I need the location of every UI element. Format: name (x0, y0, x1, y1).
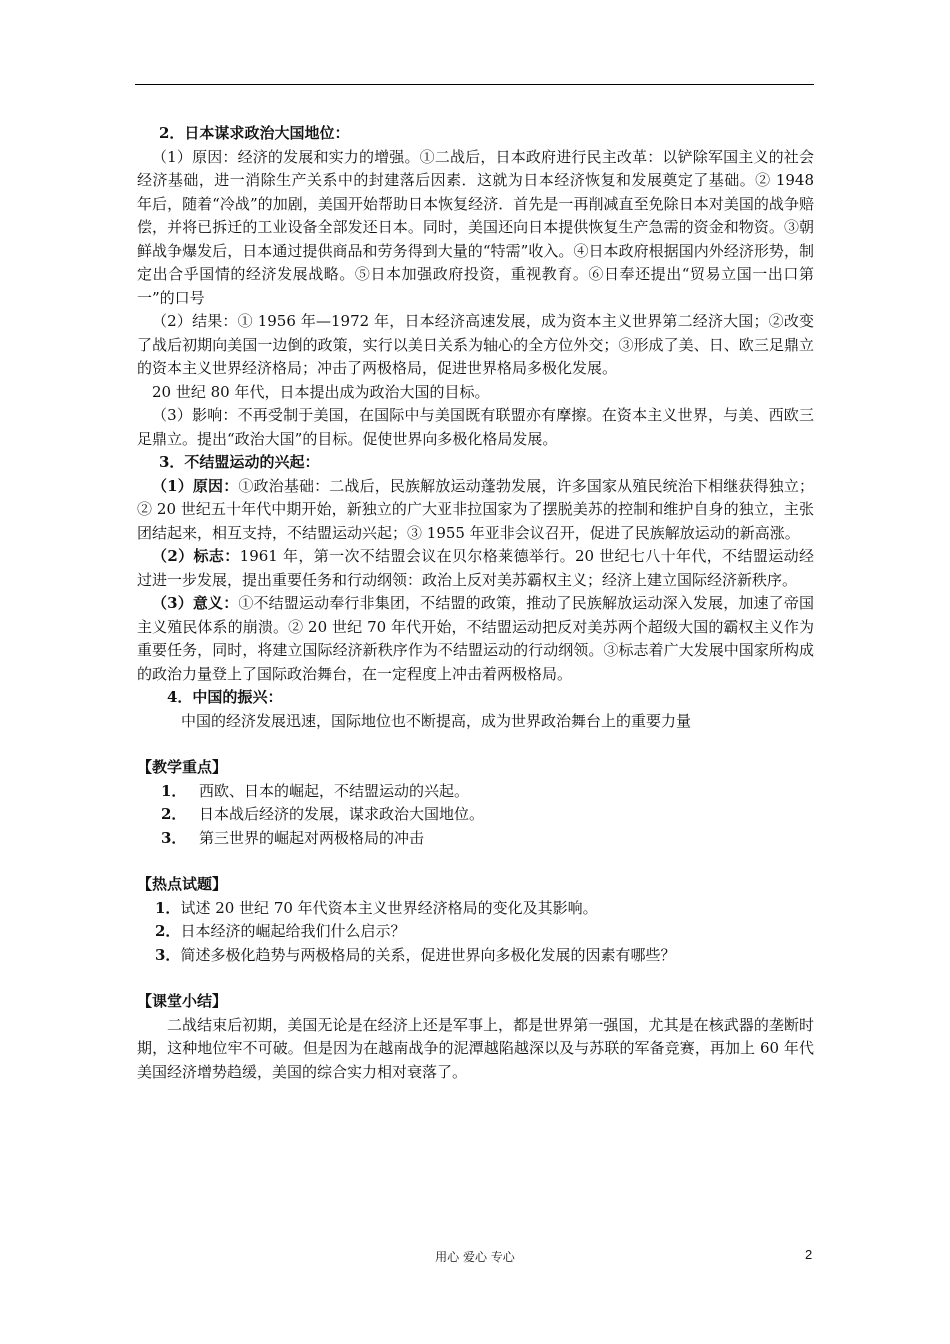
hot-questions-title: 【热点试题】 (137, 875, 228, 893)
list-item: 3． 第三世界的崛起对两极格局的冲击 (161, 828, 425, 847)
list-item: 1． 西欧、日本的崛起，不结盟运动的兴起。 (161, 781, 470, 800)
section-3-significance-text: ①不结盟运动奉行非集团，不结盟的政策，推动了民族解放运动深入发展，加速了帝国主义殖民体系的崩溃。② 20 世纪 70 年代开始，不结盟运动把反对美苏两个超级大国的霸权主义作为重要任务，同时，将建立国际经济新秩序作为不结盟运动的行动纲领。③标志着广大发展中国家所构成的政治力量登上了国际政治舞台，在一定程度上冲击着两极格局。 (137, 594, 814, 683)
list-item: 2． 日本战后经济的发展，谋求政治大国地位。 (161, 805, 485, 823)
list-item: 3．简述多极化趋势与两极格局的关系，促进世界向多极化发展的因素有哪些？ (155, 945, 676, 964)
summary-title: 【课堂小结】 (137, 992, 228, 1010)
section-2-impact: （3）影响：不再受制于美国，在国际中与美国既有联盟亦有摩擦。在资本主义世界，与美、西欧三足鼎立。提出“政治大国”的目标。促使世界向多极化格局发展。 (137, 406, 814, 448)
page-number: 2 (805, 1247, 813, 1262)
section-3-significance (137, 592, 814, 686)
section-3-heading: 3．不结盟运动的兴起： (159, 453, 320, 471)
section-2-causes: （1）原因：经济的发展和实力的增强。①二战后，日本政府进行民主改革：以铲除军国主义的社会经济基础，进一消除生产关系中的封建落后因素．这就为日本经济恢复和发展奠定了基础。② 1948 年后，随着“冷战”的加剧，美国开始帮助日本恢复经济．首先是一再削减直至免除日本对美国的战争赔偿，并将已拆迁的工业设备全部发还日本。同时，美国还向日本提供恢复生产急需的资金和物资。③朝鲜战争爆发后，日本通过提供商品和劳务得到大量的“特需”收入。④日本政府根据国内外经济形势，制定出合乎国情的经济发展战略。⑤日本加强政府投资，重视教育。⑥日奉还提出“贸易立国一出口第一”的口号 (137, 147, 814, 307)
section-4-text: 中国的经济发展迅速，国际地位也不断提高，成为世界政治舞台上的重要力量 (181, 711, 692, 730)
header-rule (135, 84, 814, 85)
section-3-marker (137, 545, 814, 592)
section-3-causes-label: （1）原因： (152, 476, 239, 495)
section-4-heading: 4．中国的振兴： (167, 688, 283, 706)
section-3-significance-label: （3）意义： (152, 594, 239, 612)
list-item: 1．试述 20 世纪 70 年代资本主义世界经济格局的变化及其影响。 (155, 898, 598, 917)
section-2-heading: 2．日本谋求政治大国地位： (159, 124, 350, 142)
section-3-marker-text: 1961 年，第一次不结盟会议在贝尔格莱德举行。20 世纪七八十年代，不结盟运动经过进一步发展，提出重要任务和行动纲领：政治上反对美苏霸权主义；经济上建立国际经济新秩序。 (137, 547, 814, 589)
section-3-marker-label: （2）标志： (152, 547, 240, 565)
page-footer: 用心 爱心 专心 (435, 1250, 515, 1264)
summary-text: 二战结束后初期，美国无论是在经济上还是军事上，都是世界第一强国，尤其是在核武器的垄断时期，这种地位牢不可破。但是因为在越南战争的泥潭越陷越深以及与苏联的军备竞赛，再加上 60 年代美国经济增势趋缓，美国的综合实力相对衰落了。 (137, 1015, 814, 1081)
section-2-results: （2）结果：① 1956 年—1972 年，日本经济高速发展，成为资本主义世界第二经济大国；②改变了战后初期向美国一边倒的政策，实行以美日关系为轴心的全方位外交；③形成了美、日、欧三足鼎立的资本主义世界经济格局；冲击了两极格局，促进世界格局多极化发展。 (137, 312, 814, 377)
section-3-causes (137, 475, 814, 546)
section-3-causes-text: ①政治基础：二战后，民族解放运动蓬勃发展，许多国家从殖民统治下相继获得独立；② 20 世纪五十年代中期开始，新独立的广大亚非拉国家为了摆脱美苏的控制和维护自身的独立，主张团结起来，相互支持，不结盟运动兴起；③ 1955 年亚非会议召开，促进了民族解放运动的新高涨。 (137, 476, 814, 542)
document-body (137, 122, 814, 1084)
key-points-title: 【教学重点】 (137, 758, 228, 776)
list-item: 2．日本经济的崛起给我们什么启示？ (155, 922, 406, 940)
section-2-goal: 20 世纪 80 年代，日本提出成为政治大国的目标。 (152, 382, 490, 401)
